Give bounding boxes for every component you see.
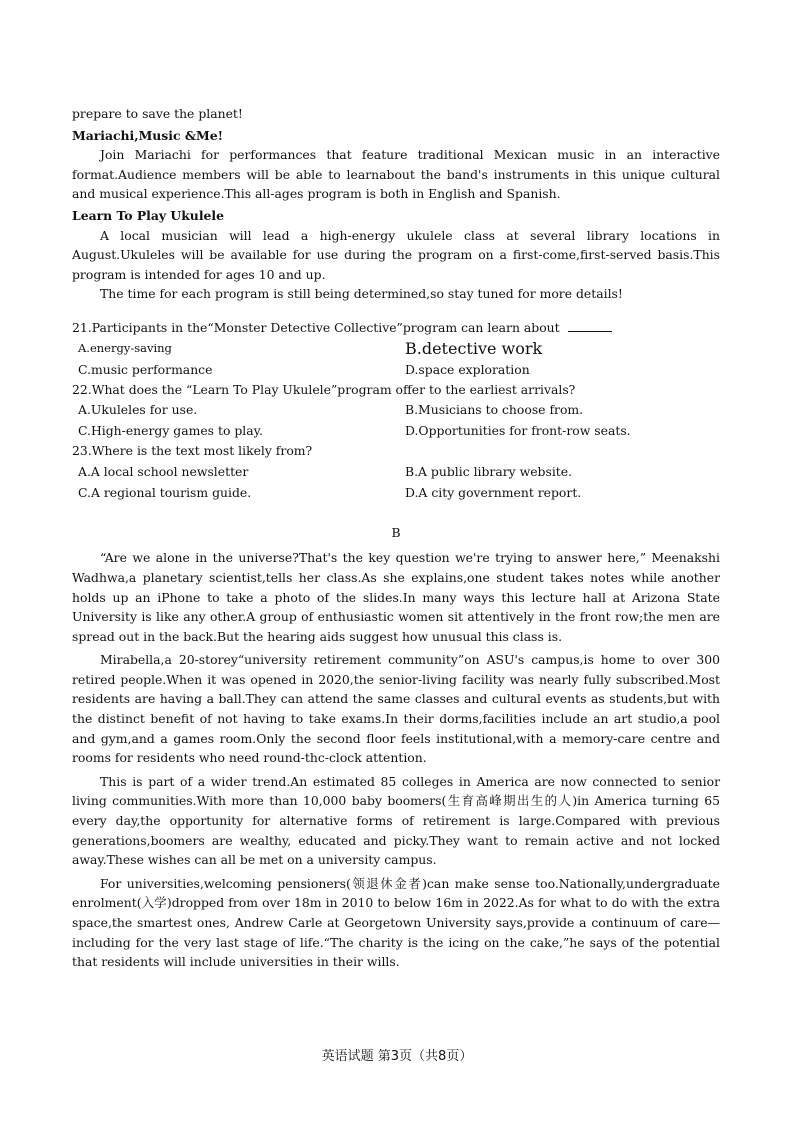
question-stem: 21.Participants in the“Monster Detective Collective”program can learn about (72, 319, 560, 335)
option-b: B.A public library website. (405, 463, 573, 479)
option-d: D.Opportunities for front-row seats. (405, 423, 631, 439)
option-d: D.A city government report. (405, 484, 582, 500)
options (78, 399, 720, 441)
exam-page (72, 104, 720, 972)
program-title-mariachi: Mariachi,Music &Me! (72, 127, 224, 143)
section-label-b: B (391, 524, 401, 540)
options (78, 461, 720, 503)
option-c: C.music performance (78, 361, 213, 377)
question-21 (72, 318, 720, 380)
option-a: A.energy-saving (78, 340, 172, 355)
passage-b-paragraph-1: “Are we alone in the universe?That's the key question we're trying to answer here,” Meenakshi Wadhwa,a planetary scientist,tells her class.As she explains,one student takes notes while another holds up an iPhone to take a photo of the slides.In many ways this lecture hall at Arizona State University is like any other.A group of enthusiastic women sit attentively in the front row;the men are spread out in the back.But the hearing aids suggest how unusual this class is. (72, 550, 720, 644)
question-stem: 23.Where is the text most likely from? (72, 443, 313, 459)
option-c: C.High-energy games to play. (78, 423, 263, 439)
page-footer: 英语试题 第3页（共8页） (321, 1049, 473, 1064)
options (78, 338, 720, 380)
question-stem: 22.What does the “Learn To Play Ukulele”program offer to the earliest arrivals? (72, 381, 576, 397)
passage-a-closing: The time for each program is still being determined,so stay tuned for more details! (100, 286, 623, 302)
passage-b-paragraph-3: This is part of a wider trend.An estimated 85 colleges in America are now connected to senior living communities.With more than 10,000 baby boomers(生育高峰期出生的人)in America turning 65 every day,the opportunity for alternative forms of retirement is large.Compared with previous generations,boomers are wealthy, educated and picky.They want to remain active and not locked away.These wishes can all be met on a university campus. (72, 773, 720, 868)
answer-blank (568, 319, 612, 332)
passage-b-paragraph-2: Mirabella,a 20-storey“university retirement community”on ASU's campus,is home to over 300 retired people.When it was opened in 2020,the senior-living facility was nearly fully subscribed.Most residents are having a ball.They can attend the same classes and cultural events as students,but with the distinct benefit of not having to take exams.In their dorms,facilities include an art studio,a pool and gym,and a games room.Only the second floor feels institutional,with a memory-care centre and rooms for residents who need round-thc-clock attention. (72, 652, 720, 766)
passage-a-lead: prepare to save the planet! (72, 106, 243, 121)
question-23 (72, 441, 720, 503)
option-b: B.detective work (405, 338, 543, 358)
option-a: A.Ukuleles for use. (78, 402, 198, 418)
option-a: A.A local school newsletter (78, 463, 249, 479)
program-text-mariachi: Join Mariachi for performances that feature traditional Mexican music in an interactive format.Audience members will be able to learnabout the band's instruments in this unique cultural and musical experience.This all-ages program is both in English and Spanish. (72, 147, 720, 202)
question-22 (72, 380, 720, 442)
option-d: D.space exploration (405, 361, 530, 377)
passage-b-paragraph-4: For universities,welcoming pensioners(领退休金者)can make sense too.Nationally,undergraduate enrolment(入学)dropped from over 18m in 2010 to below 16m in 2022.As for what to do with the extra space,the smartest ones, Andrew Carle at Georgetown University says,provide a continuum of care—including for the very last stage of life.“The charity is the icing on the cake,”he says of the potential that residents will include universities in their wills. (72, 875, 720, 970)
program-title-ukulele: Learn To Play Ukulele (72, 207, 224, 223)
option-b: B.Musicians to choose from. (405, 402, 584, 418)
program-text-ukulele: A local musician will lead a high-energy ukulele class at several library locations in August.Ukuleles will be available for use during the program on a first-come,first-served basis.This program is intended for ages 10 and up. (72, 227, 720, 282)
option-c: C.A regional tourism guide. (78, 484, 252, 500)
